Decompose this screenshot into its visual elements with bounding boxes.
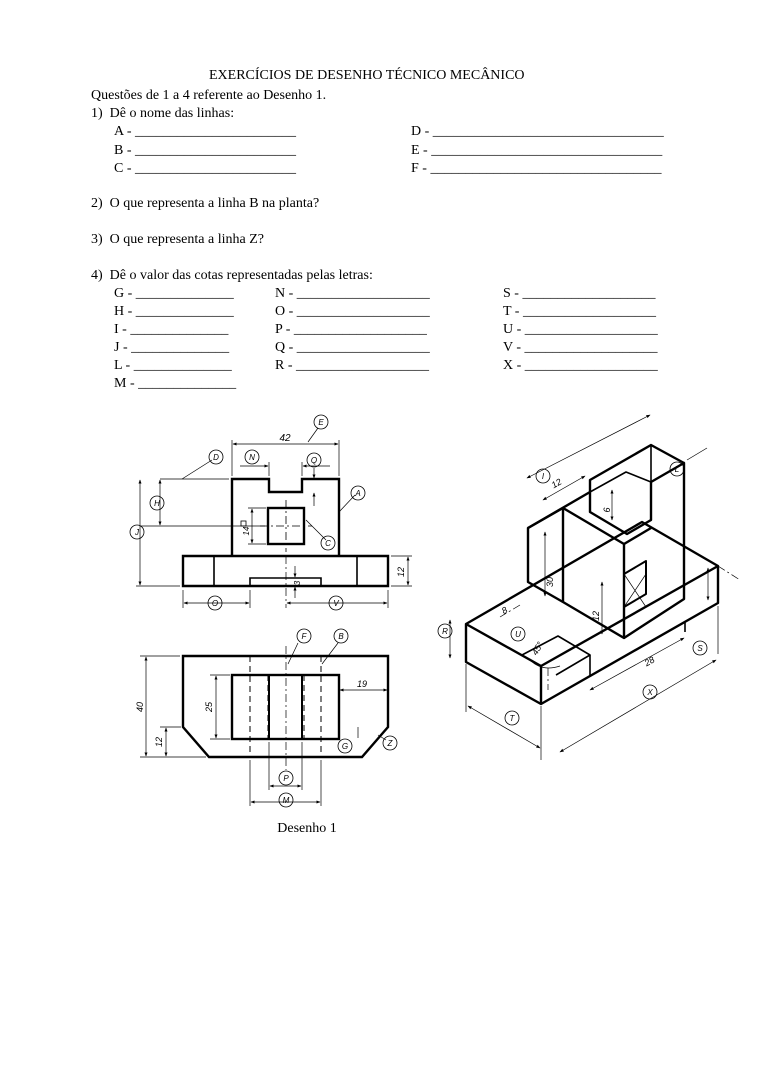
question-3: 3) O que representa a linha Z?: [91, 232, 264, 247]
svg-text:8: 8: [499, 604, 510, 616]
plan-view: [140, 643, 388, 806]
svg-text:A: A: [355, 489, 361, 498]
answer-line-a: A - _______________________: [114, 124, 296, 139]
answer-v: V - ___________________: [503, 340, 658, 355]
svg-text:Q: Q: [310, 456, 318, 465]
isometric-view: [450, 415, 740, 760]
svg-text:M: M: [282, 796, 290, 805]
svg-text:12: 12: [549, 476, 564, 491]
front-view-bubble-text: [134, 418, 361, 608]
svg-text:28: 28: [642, 654, 657, 669]
svg-text:19: 19: [356, 679, 368, 689]
intro-text: Questões de 1 a 4 referente ao Desenho 1.: [91, 88, 327, 103]
answer-h: H - ______________: [114, 304, 234, 319]
svg-text:T: T: [509, 714, 515, 723]
svg-text:V: V: [333, 599, 339, 608]
answer-line-f: F - _________________________________: [411, 161, 662, 176]
svg-text:40: 40: [135, 701, 145, 713]
svg-text:D: D: [213, 453, 219, 462]
answer-j: J - ______________: [114, 340, 230, 355]
svg-text:30: 30: [545, 576, 555, 588]
plan-view-labels: [135, 679, 367, 747]
answer-t: T - ___________________: [503, 304, 656, 319]
dim-3: 3: [293, 580, 302, 586]
iso-view-labels: [500, 477, 657, 669]
question-1: 1) Dê o nome das linhas:: [91, 106, 235, 121]
svg-text:C: C: [325, 539, 331, 548]
answer-q: Q - ___________________: [275, 340, 430, 355]
front-view-labels: [242, 433, 406, 585]
svg-text:Z: Z: [387, 739, 393, 748]
answer-i: I - ______________: [114, 322, 229, 337]
answer-line-e: E - _________________________________: [411, 143, 663, 158]
svg-text:G: G: [341, 742, 349, 751]
svg-text:25: 25: [204, 701, 214, 713]
svg-text:X: X: [647, 688, 653, 697]
dim-14: 14: [242, 526, 251, 536]
answer-u: U - ___________________: [503, 322, 658, 337]
answer-n: N - ___________________: [275, 286, 430, 301]
svg-text:12: 12: [591, 610, 601, 622]
answer-g: G - ______________: [114, 286, 234, 301]
svg-text:E: E: [318, 418, 324, 427]
svg-text:O: O: [211, 599, 219, 608]
iso-view-bubble-text: [442, 465, 703, 723]
question-2: 2) O que representa a linha B na planta?: [91, 196, 320, 211]
svg-text:B: B: [338, 632, 344, 641]
dim-42: 42: [279, 433, 291, 444]
svg-text:R: R: [442, 627, 448, 636]
svg-text:I: I: [541, 472, 545, 481]
answer-r: R - ___________________: [275, 358, 429, 373]
svg-text:F: F: [301, 632, 307, 641]
page-title: EXERCÍCIOS DE DESENHO TÉCNICO MECÂNICO: [209, 68, 525, 83]
svg-text:45°: 45°: [529, 640, 546, 657]
svg-text:12: 12: [154, 736, 164, 748]
front-view: [136, 428, 412, 608]
svg-text:L: L: [674, 465, 680, 474]
svg-text:U: U: [515, 630, 521, 639]
answer-x: X - ___________________: [503, 358, 658, 373]
svg-text:N: N: [249, 453, 255, 462]
answer-p: P - ___________________: [275, 322, 427, 337]
svg-text:H: H: [154, 499, 160, 508]
svg-text:P: P: [283, 774, 289, 783]
answer-s: S - ___________________: [503, 286, 656, 301]
answer-line-d: D - _________________________________: [411, 124, 664, 139]
answer-line-c: C - _______________________: [114, 161, 296, 176]
answer-l: L - ______________: [114, 358, 232, 373]
dim-12: 12: [396, 566, 406, 578]
answer-line-b: B - _______________________: [114, 143, 296, 158]
svg-text:S: S: [697, 644, 703, 653]
question-4: 4) Dê o valor das cotas representadas pelas letras:: [91, 268, 373, 283]
answer-o: O - ___________________: [275, 304, 430, 319]
drawing-caption: Desenho 1: [277, 821, 337, 836]
svg-text:6: 6: [602, 507, 612, 513]
svg-text:J: J: [135, 528, 139, 537]
answer-m: M - ______________: [114, 376, 237, 391]
